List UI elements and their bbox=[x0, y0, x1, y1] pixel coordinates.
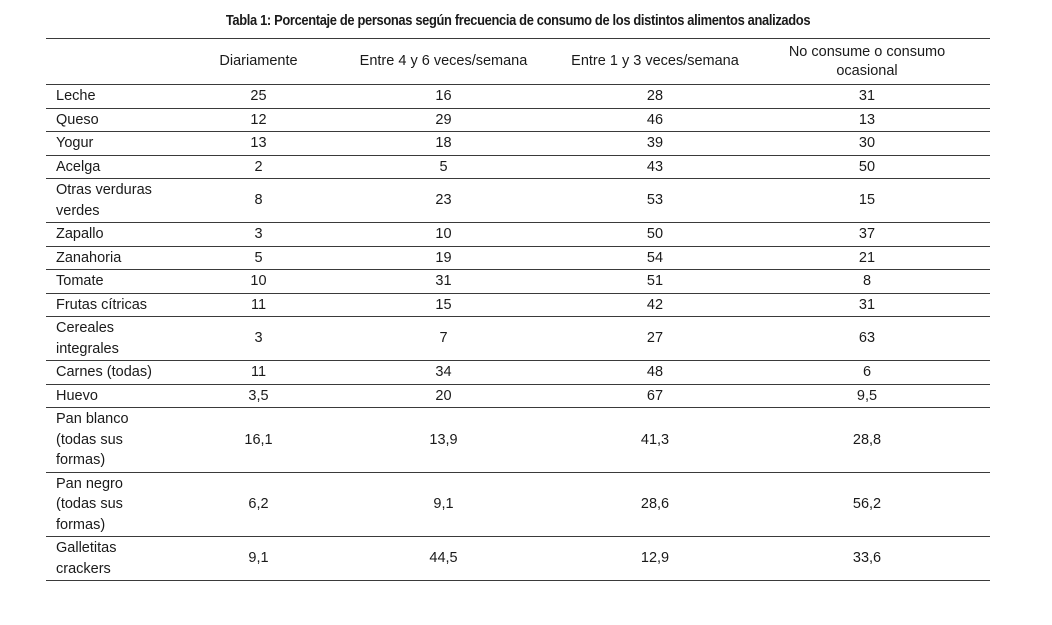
table-row bbox=[46, 270, 990, 294]
header-1-3-weekly: Entre 1 y 3 veces/semana bbox=[566, 39, 744, 85]
cell-value: 2 bbox=[196, 155, 321, 179]
row-label-line: Tomate bbox=[56, 273, 104, 289]
cell-value: 48 bbox=[566, 361, 744, 385]
row-label-line: formas) bbox=[56, 516, 106, 533]
row-label-line: Huevo bbox=[56, 387, 98, 404]
cell-value: 3 bbox=[196, 223, 321, 247]
table-body bbox=[46, 85, 990, 581]
table-row bbox=[46, 223, 990, 247]
table-row bbox=[46, 293, 990, 317]
cell-value: 63 bbox=[744, 317, 990, 361]
row-label bbox=[46, 179, 196, 223]
cell-value: 39 bbox=[566, 132, 744, 156]
cell-value: 18 bbox=[321, 132, 566, 156]
cell-value: 9,1 bbox=[196, 537, 321, 581]
cell-value: 41,3 bbox=[566, 408, 744, 473]
row-label-line: Yogur bbox=[56, 135, 94, 151]
row-label-line: Pan blanco bbox=[56, 411, 129, 427]
header-4-6-weekly: Entre 4 y 6 veces/semana bbox=[321, 39, 566, 85]
cell-value: 5 bbox=[196, 246, 321, 270]
cell-value: 11 bbox=[196, 361, 321, 385]
row-label-line: Zanahoria bbox=[56, 249, 122, 266]
row-label-line: integrales bbox=[56, 340, 119, 357]
table-row bbox=[46, 85, 990, 109]
table-row bbox=[46, 108, 990, 132]
cell-value: 7 bbox=[321, 317, 566, 361]
row-label bbox=[46, 223, 196, 247]
table-header-row bbox=[46, 39, 990, 85]
cell-value: 31 bbox=[744, 293, 990, 317]
row-label bbox=[46, 155, 196, 179]
cell-value: 15 bbox=[321, 293, 566, 317]
cell-value: 28,8 bbox=[744, 408, 990, 473]
cell-value: 51 bbox=[566, 270, 744, 294]
row-label-line: (todas sus bbox=[56, 431, 123, 448]
row-label bbox=[46, 270, 196, 294]
cell-value: 11 bbox=[196, 293, 321, 317]
table-row bbox=[46, 408, 990, 473]
cell-value: 13,9 bbox=[321, 408, 566, 473]
table-row bbox=[46, 246, 990, 270]
cell-value: 50 bbox=[744, 155, 990, 179]
table-row bbox=[46, 317, 990, 361]
row-label bbox=[46, 537, 196, 581]
cell-value: 50 bbox=[566, 223, 744, 247]
table-row bbox=[46, 155, 990, 179]
row-label bbox=[46, 108, 196, 132]
cell-value: 27 bbox=[566, 317, 744, 361]
cell-value: 28 bbox=[566, 85, 744, 109]
cell-value: 31 bbox=[321, 270, 566, 294]
row-label-line: Frutas cítricas bbox=[56, 296, 148, 313]
cell-value: 9,5 bbox=[744, 384, 990, 408]
table-row bbox=[46, 537, 990, 581]
cell-value: 28,6 bbox=[566, 472, 744, 537]
table-row bbox=[46, 361, 990, 385]
cell-value: 34 bbox=[321, 361, 566, 385]
row-label bbox=[46, 246, 196, 270]
cell-value: 16,1 bbox=[196, 408, 321, 473]
row-label-line: (todas sus bbox=[56, 496, 123, 512]
row-label bbox=[46, 384, 196, 408]
cell-value: 21 bbox=[744, 246, 990, 270]
cell-value: 6 bbox=[744, 361, 990, 385]
row-label-line: Zapallo bbox=[56, 226, 104, 242]
row-label-line: formas) bbox=[56, 452, 106, 468]
row-label bbox=[46, 293, 196, 317]
cell-value: 29 bbox=[321, 108, 566, 132]
cell-value: 30 bbox=[744, 132, 990, 156]
table-row bbox=[46, 132, 990, 156]
cell-value: 16 bbox=[321, 85, 566, 109]
table-title: Tabla 1: Porcentaje de personas según frecuencia de consumo de los distintos alimentos analizados bbox=[225, 12, 811, 29]
cell-value: 8 bbox=[196, 179, 321, 223]
cell-value: 8 bbox=[744, 270, 990, 294]
row-label bbox=[46, 408, 196, 473]
row-label-line: Pan negro bbox=[56, 475, 123, 492]
row-label-line: Queso bbox=[56, 111, 99, 128]
row-label bbox=[46, 317, 196, 361]
cell-value: 10 bbox=[196, 270, 321, 294]
row-label-line: Leche bbox=[56, 88, 96, 104]
cell-value: 37 bbox=[744, 223, 990, 247]
row-label-line: crackers bbox=[56, 560, 111, 577]
header-food bbox=[46, 39, 196, 85]
cell-value: 53 bbox=[566, 179, 744, 223]
row-label-line: Carnes (todas) bbox=[56, 364, 152, 380]
row-label-line: Cereales bbox=[56, 320, 115, 336]
row-label-line: Acelga bbox=[56, 158, 101, 175]
header-occasional-line-1: No consume o consumo bbox=[788, 43, 946, 60]
row-label bbox=[46, 472, 196, 537]
row-label bbox=[46, 132, 196, 156]
cell-value: 13 bbox=[744, 108, 990, 132]
cell-value: 42 bbox=[566, 293, 744, 317]
row-label bbox=[46, 85, 196, 109]
cell-value: 25 bbox=[196, 85, 321, 109]
cell-value: 33,6 bbox=[744, 537, 990, 581]
cell-value: 44,5 bbox=[321, 537, 566, 581]
header-occasional-line-2: ocasional bbox=[836, 62, 898, 79]
cell-value: 5 bbox=[321, 155, 566, 179]
cell-value: 15 bbox=[744, 179, 990, 223]
cell-value: 67 bbox=[566, 384, 744, 408]
row-label-line: Otras verduras bbox=[56, 182, 152, 198]
cell-value: 12,9 bbox=[566, 537, 744, 581]
cell-value: 6,2 bbox=[196, 472, 321, 537]
cell-value: 13 bbox=[196, 132, 321, 156]
consumption-frequency-table bbox=[46, 38, 990, 581]
cell-value: 12 bbox=[196, 108, 321, 132]
cell-value: 19 bbox=[321, 246, 566, 270]
table-row bbox=[46, 384, 990, 408]
row-label-line: Galletitas bbox=[56, 540, 117, 556]
cell-value: 54 bbox=[566, 246, 744, 270]
cell-value: 3,5 bbox=[196, 384, 321, 408]
cell-value: 3 bbox=[196, 317, 321, 361]
row-label-line: verdes bbox=[56, 202, 100, 219]
cell-value: 46 bbox=[566, 108, 744, 132]
cell-value: 43 bbox=[566, 155, 744, 179]
cell-value: 20 bbox=[321, 384, 566, 408]
header-occasional bbox=[744, 39, 990, 85]
table-row bbox=[46, 472, 990, 537]
row-label bbox=[46, 361, 196, 385]
cell-value: 9,1 bbox=[321, 472, 566, 537]
table-row bbox=[46, 179, 990, 223]
cell-value: 31 bbox=[744, 85, 990, 109]
cell-value: 10 bbox=[321, 223, 566, 247]
cell-value: 23 bbox=[321, 179, 566, 223]
header-daily: Diariamente bbox=[196, 39, 321, 85]
cell-value: 56,2 bbox=[744, 472, 990, 537]
